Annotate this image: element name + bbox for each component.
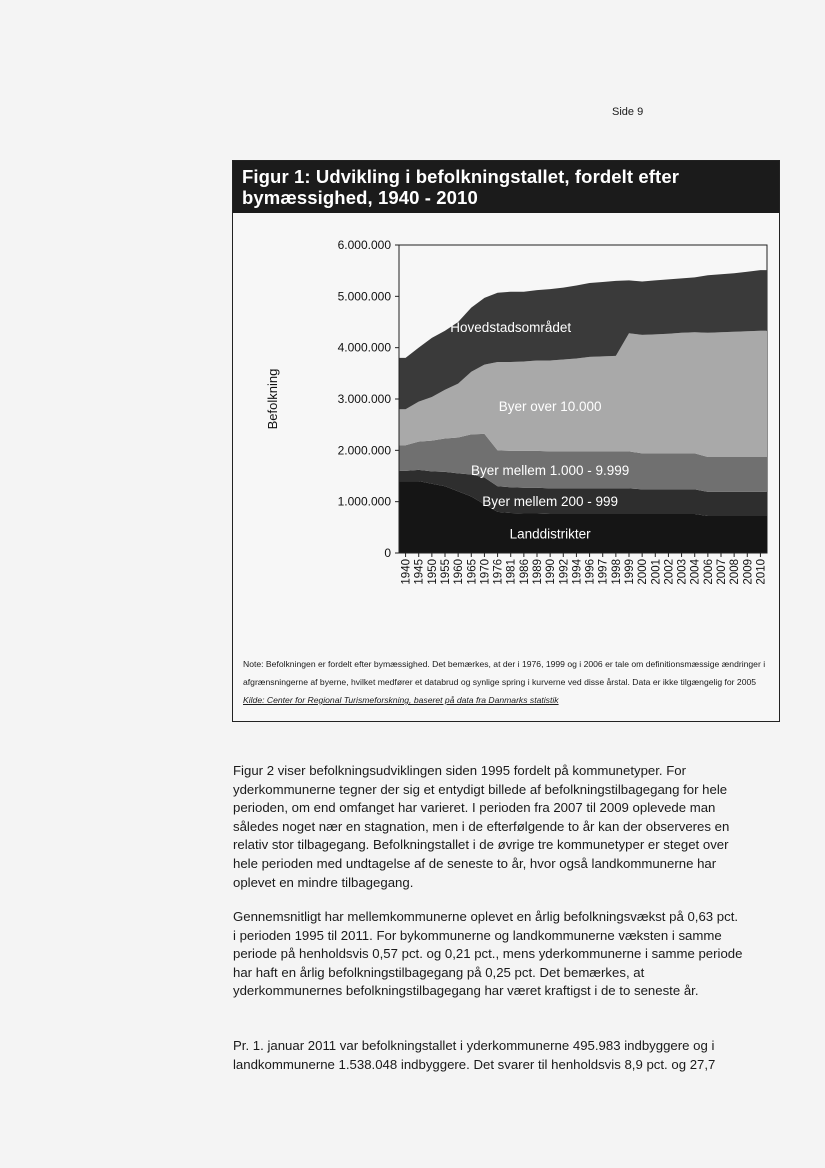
paragraph-2: Gennemsnitligt har mellemkommunerne oplevet en årlig befolkningsvækst på 0,63 pct. i perioden 1995 til 2011. For bykommunerne og landkommunerne væksten i samme periode på henholdsvis 0,57 pct. og 0,21 pct., mens yderkommunerne i samme periode har haft en årlig befolkningstilbagegang på 0,25 pct. Det bemærkes, at yderkommunernes befolkningstilbagegang har været kraftigst i de to seneste år. bbox=[233, 909, 743, 999]
y-tick-label: 2.000.000 bbox=[337, 443, 391, 458]
x-tick-label: 1976 bbox=[492, 559, 505, 585]
x-tick-label: 1994 bbox=[571, 559, 584, 585]
x-tick-label: 1965 bbox=[466, 559, 479, 585]
x-tick-label: 1970 bbox=[479, 559, 492, 585]
x-tick-label: 2006 bbox=[702, 559, 715, 585]
x-tick-label: 1992 bbox=[558, 559, 571, 585]
x-tick-label: 1997 bbox=[597, 559, 610, 585]
x-tick-label: 2008 bbox=[729, 559, 742, 585]
figure-note bbox=[243, 655, 775, 709]
source-text: Kilde: Center for Regional Turismeforskning, baseret på data fra Danmarks statistik bbox=[243, 695, 559, 705]
stacked-area-chart bbox=[233, 213, 779, 653]
x-tick-label: 1981 bbox=[505, 559, 518, 585]
x-tick-label: 1999 bbox=[624, 559, 636, 585]
series-label-2: Byer mellem 200 - 999 bbox=[482, 494, 619, 510]
x-tick-label: 1945 bbox=[413, 559, 426, 585]
series-label-4: Byer over 10.000 bbox=[498, 398, 602, 414]
series-label-3: Byer mellem 1.000 - 9.999 bbox=[470, 462, 630, 478]
x-tick-label: 1996 bbox=[584, 559, 597, 585]
x-tick-label: 2003 bbox=[676, 559, 689, 585]
x-tick-label: 1960 bbox=[453, 559, 466, 585]
y-tick-label: 0 bbox=[384, 546, 391, 560]
series-label-5: Hovedstadsområdet bbox=[450, 319, 572, 335]
x-tick-label: 1955 bbox=[440, 559, 452, 585]
y-tick-label: 4.000.000 bbox=[337, 340, 391, 355]
x-tick-label: 2000 bbox=[637, 559, 650, 585]
x-tick-label: 2002 bbox=[663, 559, 676, 585]
y-tick-label: 6.000.000 bbox=[337, 238, 391, 252]
page-number: Side 9 bbox=[612, 106, 644, 118]
series-label-1: Landdistrikter bbox=[509, 526, 591, 542]
note-text: Note: Befolkningen er fordelt efter bymæssighed. Det bemærkes, at der i 1976, 1999 og i 2006 er tale om definitionsmæssige ændringer i afgrænsningerne af byerne, hvilket medfører et databrud og synlige spring i kurverne ved disse årstal. Data er ikke tilgængelig for 2005 bbox=[243, 659, 766, 687]
x-tick-label: 2004 bbox=[689, 559, 702, 585]
x-tick-label: 1940 bbox=[400, 559, 413, 585]
y-tick-label: 5.000.000 bbox=[337, 289, 391, 304]
x-tick-label: 1990 bbox=[545, 559, 558, 585]
x-tick-label: 1998 bbox=[610, 559, 623, 585]
x-tick-label: 1986 bbox=[518, 559, 531, 585]
x-tick-label: 2009 bbox=[742, 559, 755, 585]
x-tick-label: 2010 bbox=[755, 559, 768, 585]
y-axis-label: Befolkning bbox=[265, 368, 280, 430]
x-tick-label: 1950 bbox=[426, 559, 439, 585]
y-tick-label: 3.000.000 bbox=[337, 392, 391, 406]
x-tick-label: 2001 bbox=[650, 559, 663, 585]
paragraph-3: Pr. 1. januar 2011 var befolkningstallet i yderkommunerne 495.983 indbyggere og i landkommunerne 1.538.048 indbyggere. Det svarer til henholdsvis 8,9 pct. og 27,7 bbox=[233, 1038, 716, 1072]
x-tick-label: 2007 bbox=[716, 559, 728, 585]
y-tick-label: 1.000.000 bbox=[337, 494, 391, 509]
paragraph-1: Figur 2 viser befolkningsudviklingen siden 1995 fordelt på kommunetyper. For yderkommunerne tegner der sig et entydigt billede af befolkningstilbagegang for hele perioden, om end omfanget har varieret. I perioden fra 2007 til 2009 oplevede man således noget nær en stagnation, men i de efterfølgende to år kan der observeres en relativ stor tilbagegang. Befolkningstallet i de øvrige tre kommunetyper er steget over hele perioden med undtagelse af de seneste to år, hvor også landkommunerne har oplevet en mindre tilbagegang. bbox=[233, 763, 730, 890]
figure-title: Figur 1: Udvikling i befolkningstallet, fordelt efter bymæssighed, 1940 - 2010 bbox=[233, 161, 779, 213]
figure-box bbox=[232, 160, 780, 722]
x-tick-label: 1989 bbox=[532, 559, 544, 585]
